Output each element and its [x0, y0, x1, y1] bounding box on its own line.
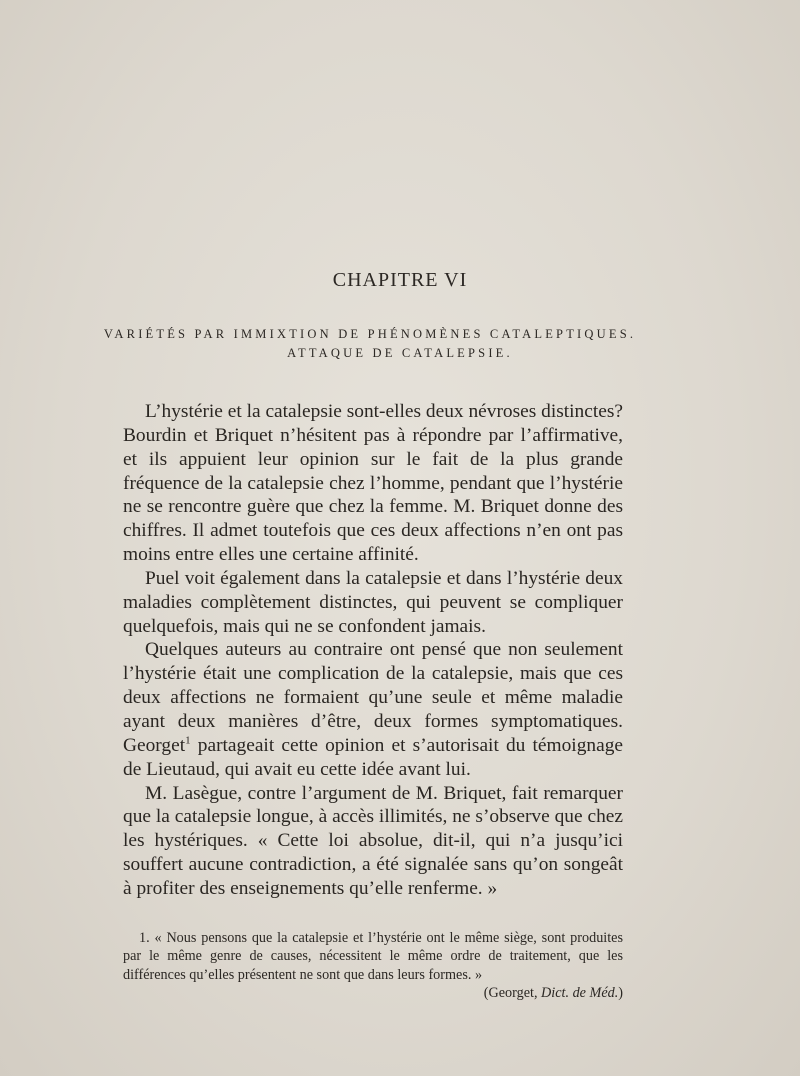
paragraph-3-text-after-ref: partageait cette opinion et s’autorisait du témoignage de Lieutaud, qui avait eu cette idée avant lui.: [123, 734, 623, 780]
chapter-title: CHAPITRE VI: [332, 269, 468, 291]
chapter-subtitle-line-2: ATTAQUE DE CATALEPSIE.: [287, 346, 513, 360]
paragraph-2: Puel voit également dans la catalepsie et dans l’hystérie deux maladies complètement distinctes, qui peuvent se compliquer quelquefois, mais qui ne se confondent jamais.: [123, 567, 623, 637]
footnotes: [123, 929, 623, 1002]
footnote-reference: 1: [185, 734, 191, 747]
body-text: [123, 400, 623, 901]
paragraph-3-text-before-ref: Quelques auteurs au contraire ont pensé que non seulement l’hystérie était une complication de la catalepsie, mais que ces deux affections ne formaient qu’une seule et même maladie ayant deux manières d’être, deux formes symptomatiques. Georget: [123, 639, 623, 756]
footnote-source-work: Dict. de Méd.: [541, 984, 619, 1001]
footnote-source-author: (Georget,: [483, 984, 542, 1001]
footnote-source: [123, 984, 623, 1002]
paragraph-3: [123, 638, 623, 781]
paragraph-1: L’hystérie et la catalepsie sont-elles deux névroses distinctes? Bourdin et Briquet n’hésitent pas à répondre par l’affirmative, et ils appuient leur opinion sur le fait de la plus grande fréquence de la catalepsie chez l’homme, pendant que l’hystérie ne se rencontre guère que chez la femme. M. Briquet donne des chiffres. Il admet toutefois que ces deux affections n’en ont pas moins entre elles une certaine affinité.: [123, 401, 623, 566]
footnote-source-end: ): [618, 984, 623, 1001]
footnote-text: 1. « Nous pensons que la catalepsie et l’hystérie ont le même siège, sont produites par le même genre de causes, nécessitent le même ordre de traitement, que les différences qu’elles présentent ne sont que dans leurs formes. »: [123, 930, 623, 983]
chapter-subtitle-line-1: VARIÉTÉS PAR IMMIXTION DE PHÉNOMÈNES CATALEPTIQUES.: [103, 327, 637, 341]
paragraph-4: M. Lasègue, contre l’argument de M. Briquet, fait remarquer que la catalepsie longue, à accès illimités, ne s’observe que chez les hystériques. « Cette loi absolue, dit-il, qui n’a jusqu’ici souffert aucune contradiction, a été signalée sans qu’on songeât à profiter des enseignements qu’elle renferme. »: [123, 782, 623, 899]
